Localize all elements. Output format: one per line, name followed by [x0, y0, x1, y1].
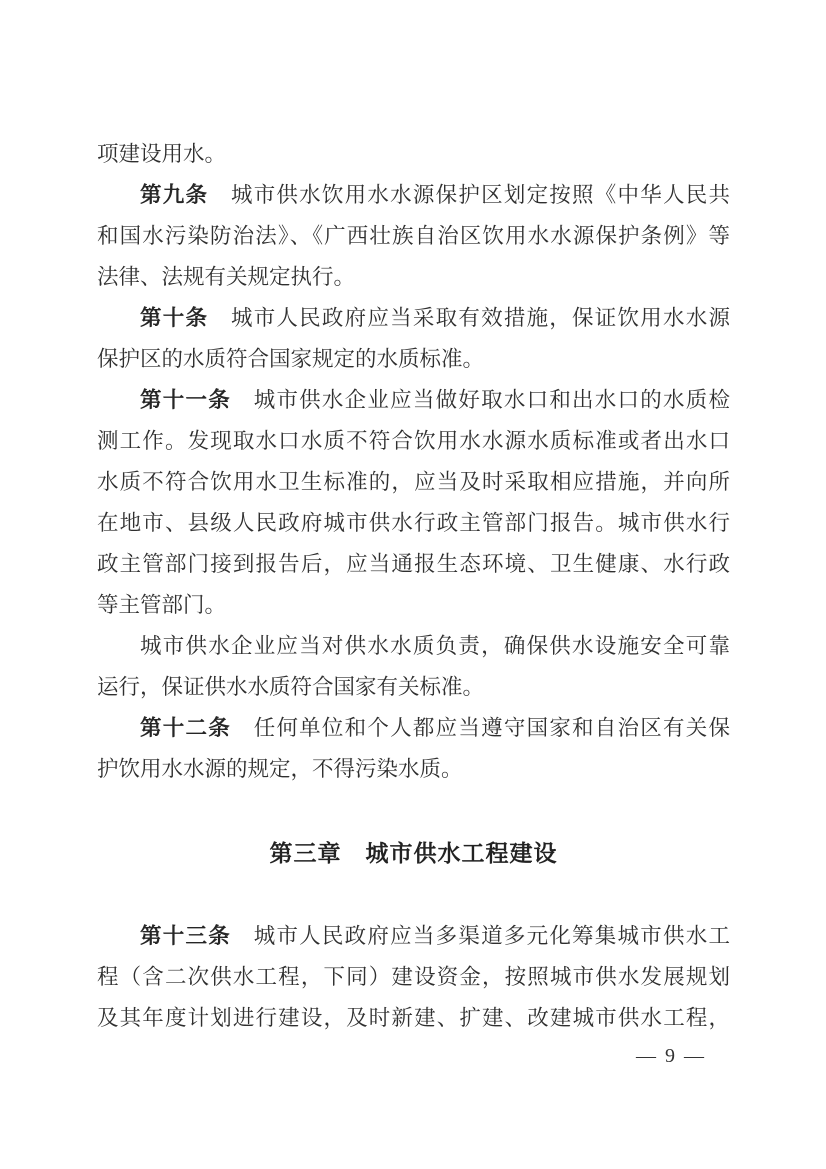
- text-segment: 城市人民政府应当多渠道多元化筹集城市供水工: [230, 924, 730, 948]
- article-number: 第十条: [140, 306, 209, 330]
- text-block: [97, 134, 730, 1039]
- text-line: [97, 626, 730, 667]
- text-line: [97, 216, 730, 257]
- text-segment: 任何单位和个人都应当遵守国家和自治区有关保: [230, 716, 730, 740]
- text-segment: 等主管部门。: [97, 593, 227, 617]
- text-segment: 项建设用水。: [97, 142, 227, 166]
- text-line: [97, 134, 730, 175]
- article-number: 第十二条: [140, 716, 231, 740]
- text-line: [97, 339, 730, 380]
- text-line: [97, 462, 730, 503]
- chapter-heading: 第三章 城市供水工程建设: [269, 840, 558, 866]
- text-segment: 和国水污染防治法》、《广西壮族自治区饮用水水源保护条例》等: [97, 224, 730, 248]
- text-segment: 在地市、县级人民政府城市供水行政主管部门报告。城市供水行: [97, 511, 730, 535]
- page-footer: [97, 1042, 730, 1070]
- paragraph: [97, 916, 730, 1039]
- text-segment: 城市供水企业应当做好取水口和出水口的水质检: [230, 388, 730, 412]
- text-line: [97, 708, 730, 749]
- text-segment: 运行，保证供水水质符合国家有关标准。: [97, 675, 485, 699]
- text-segment: 城市人民政府应当采取有效措施，保证饮用水水源: [208, 306, 730, 330]
- text-line: [97, 585, 730, 626]
- text-line: [97, 298, 730, 339]
- text-line: [97, 998, 730, 1039]
- paragraph: [97, 708, 730, 790]
- article-number: 第九条: [140, 183, 209, 207]
- text-line: [97, 257, 730, 298]
- paragraph: [97, 134, 730, 175]
- text-line: [97, 175, 730, 216]
- text-segment: 及其年度计划进行建设，及时新建、扩建、改建城市供水工程，: [97, 1006, 730, 1030]
- text-line: [97, 380, 730, 421]
- text-segment: 政主管部门接到报告后，应当通报生态环境、卫生健康、水行政: [97, 552, 730, 576]
- paragraph: [97, 380, 730, 626]
- text-segment: 护饮用水水源的规定，不得污染水质。: [97, 757, 463, 781]
- paragraph: [97, 175, 730, 298]
- page-number: — 9 —: [636, 1045, 706, 1067]
- text-segment: 测工作。发现取水口水质不符合饮用水水源水质标准或者出水口: [97, 429, 730, 453]
- article-number: 第十一条: [140, 388, 231, 412]
- text-segment: 水质不符合饮用水卫生标准的，应当及时采取相应措施，并向所: [97, 470, 730, 494]
- paragraph: [97, 298, 730, 380]
- text-segment: 程（含二次供水工程，下同）建设资金，按照城市供水发展规划: [97, 965, 730, 989]
- article-number: 第十三条: [140, 924, 231, 948]
- text-segment: 法律、法规有关规定执行。: [97, 265, 356, 289]
- text-line: [97, 749, 730, 790]
- text-line: [97, 916, 730, 957]
- paragraph: [97, 626, 730, 708]
- text-line: [97, 503, 730, 544]
- text-segment: 城市供水企业应当对供水水质负责，确保供水设施安全可靠: [140, 634, 730, 658]
- text-line: [97, 667, 730, 708]
- text-line: [97, 544, 730, 585]
- text-segment: 保护区的水质符合国家规定的水质标准。: [97, 347, 485, 371]
- text-segment: 城市供水饮用水水源保护区划定按照《中华人民共: [208, 183, 730, 207]
- text-line: [97, 421, 730, 462]
- text-line: [97, 957, 730, 998]
